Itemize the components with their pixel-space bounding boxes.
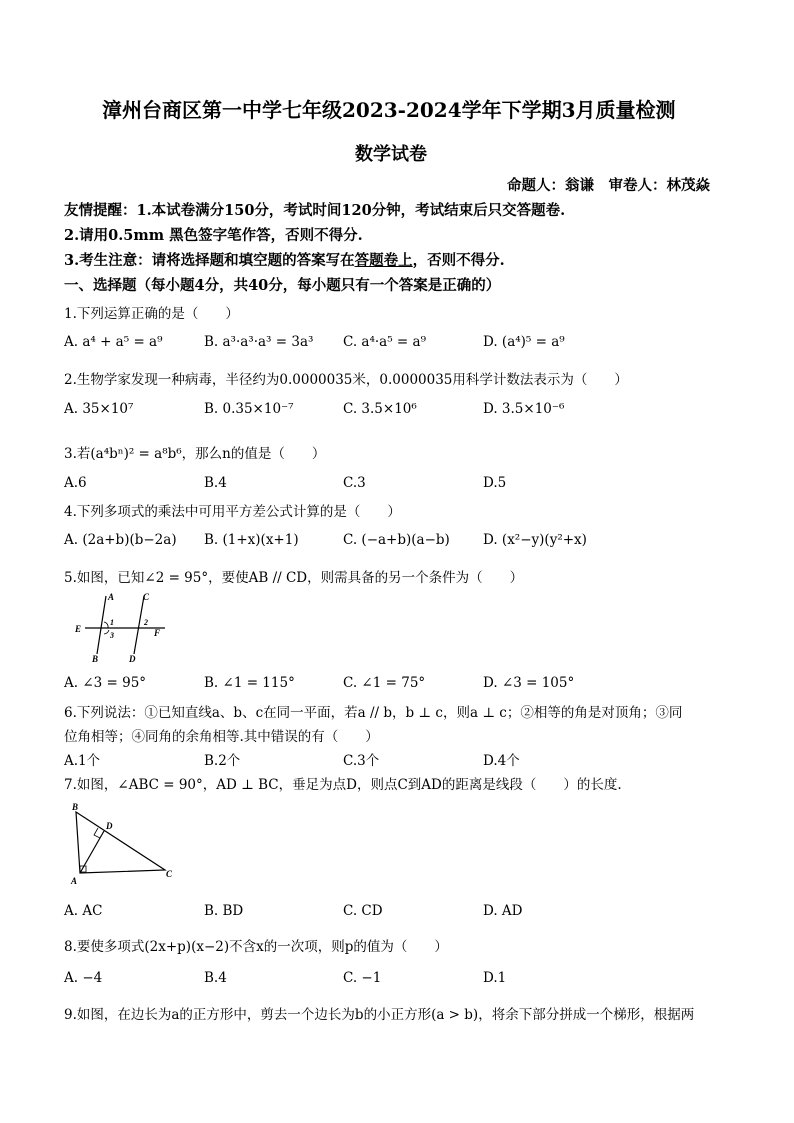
figure-q7-right-triangle [65,798,180,888]
page-subtitle: 数学试卷 [355,144,427,165]
label-c: C [143,592,150,602]
q8-option-c: C. −1 [343,970,382,986]
question-1-stem: 1.下列运算正确的是（ ） [64,306,239,322]
q5-option-b: B. ∠1 = 115° [204,675,295,691]
label-a: A [108,592,115,602]
question-8-stem: 8.要使多项式(2x+p)(x−2)不含x的一次项，则p的值为（ ） [64,939,448,955]
q1-option-b: B. a³·a³·a³ = 3a³ [204,334,314,350]
label-angle-2: 2 [144,618,148,627]
q5-option-d: D. ∠3 = 105° [483,675,575,691]
q5-option-c: C. ∠1 = 75° [343,675,426,691]
q2-option-d: D. 3.5×10⁻⁶ [483,401,565,417]
label-angle-3: 3 [110,631,114,640]
q8-option-a: A. −4 [64,970,103,986]
label-e: E [75,624,82,634]
q7-option-c: C. CD [343,903,383,919]
q2-option-a: A. 35×10⁷ [64,401,134,417]
section-title: 一、选择题（每小题4分，共40分，每小题只有一个答案是正确的） [64,277,501,294]
q5-option-a: A. ∠3 = 95° [64,675,147,691]
triangle-abc [76,812,165,873]
line-ab [97,596,106,654]
q8-option-b: B.4 [204,970,227,986]
q4-option-a: A. (2a+b)(b−2a) [64,532,177,548]
q4-option-b: B. (1+x)(x+1) [204,532,299,548]
q6-option-a: A.1个 [64,753,101,769]
segment-ad [80,831,104,873]
q7-option-d: D. AD [483,903,523,919]
q3-option-d: D.5 [483,475,507,491]
label-b: B [72,802,79,812]
note-line-2: 2.请用0.5mm 黑色签字笔作答，否则不得分. [64,227,363,244]
q7-option-b: B. BD [204,903,244,919]
question-4-stem: 4.下列多项式的乘法中可用平方差公式计算的是（ ） [64,504,401,520]
question-3-stem: 3.若(a⁴bⁿ)² = a⁸b⁶，那么n的值是（ ） [64,446,326,462]
q1-option-a: A. a⁴ + a⁵ = a⁹ [64,334,163,350]
q8-option-d: D.1 [483,970,507,986]
question-6-stem-line-2: 位角相等；④同角的余角相等.其中错误的有（ ） [64,729,379,745]
q7-option-a: A. AC [64,903,103,919]
question-9-stem: 9.如图，在边长为a的正方形中，剪去一个边长为b的小正方形(a > b)，将余下部分拼成一个梯形，根据两 [64,1007,695,1023]
q6-option-b: B.2个 [204,753,241,769]
q4-option-d: D. (x²−y)(y²+x) [483,532,587,548]
label-b: B [92,654,99,664]
q6-option-d: D.4个 [483,753,520,769]
figure-q5-parallel-lines [70,590,170,665]
q3-option-b: B.4 [204,475,227,491]
label-f: F [154,628,161,638]
question-5-stem: 5.如图，已知∠2 = 95°，要使AB // CD，则需具备的另一个条件为（ ） [64,570,524,586]
page-title: 漳州台商区第一中学七年级2023-2024学年下学期3月质量检测 [102,98,676,122]
q2-option-c: C. 3.5×10⁶ [343,401,417,417]
label-c: C [166,869,173,879]
note-line-1: 友情提醒：1.本试卷满分150分，考试时间120分钟，考试结束后只交答题卷. [64,202,566,219]
q2-option-b: B. 0.35×10⁻⁷ [204,401,294,417]
authors-line: 命题人：翁谦 审卷人：林茂焱 [507,177,710,194]
q3-option-c: C.3 [343,475,366,491]
question-2-stem: 2.生物学家发现一种病毒，半径约为0.0000035米，0.0000035用科学计数法表示为（ ） [64,372,628,388]
q1-option-d: D. (a⁴)⁵ = a⁹ [483,334,565,350]
q4-option-c: C. (−a+b)(a−b) [343,532,450,548]
label-d: D [106,821,113,831]
q6-option-c: C.3个 [343,753,380,769]
label-angle-1: 1 [110,618,114,627]
q1-option-c: C. a⁴·a⁵ = a⁹ [343,334,426,350]
question-7-stem: 7.如图，∠ABC = 90°，AD ⊥ BC，垂足为点D，则点C到AD的距离是线段（ ）的长度. [64,777,622,793]
q3-option-a: A.6 [64,475,87,491]
label-d: D [129,654,136,664]
label-a: A [71,876,78,886]
line-cd [134,596,144,654]
answer-sheet-underline: 答题卷上 [354,252,413,269]
note-line-3: 3.考生注意：请将选择题和填空题的答案写在答题卷上，否则不得分. [64,252,505,269]
question-6-stem-line-1: 6.下列说法：①已知直线a、b、c在同一平面，若a // b，b ⊥ c，则a ⊥ c；②相等的角是对顶角；③同 [64,705,683,721]
